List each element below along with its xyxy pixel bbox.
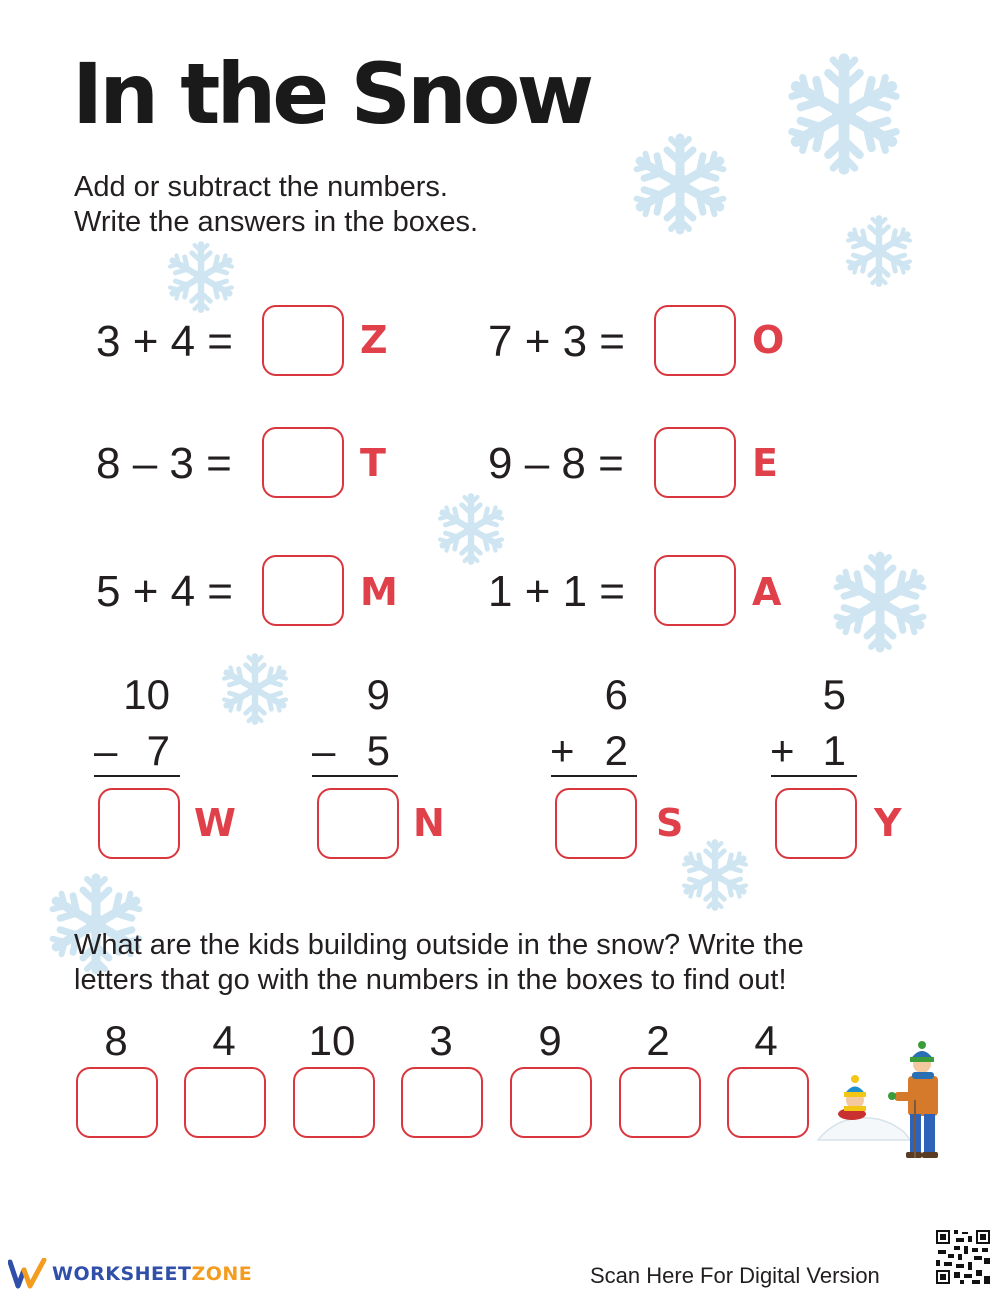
scan-instruction: Scan Here For Digital Version bbox=[590, 1263, 880, 1288]
top-number: 5 bbox=[822, 671, 846, 718]
letter-box[interactable] bbox=[727, 1067, 809, 1138]
equation: 1 + 1 = bbox=[488, 567, 626, 616]
clue-number: 4 bbox=[212, 1017, 236, 1064]
letter-box[interactable] bbox=[184, 1067, 266, 1138]
letter-box[interactable] bbox=[619, 1067, 701, 1138]
snowflake-icon bbox=[218, 652, 292, 726]
answer-box[interactable] bbox=[654, 555, 736, 626]
clue-number: 2 bbox=[646, 1017, 670, 1064]
kids-building-snowman-illustration bbox=[814, 1040, 964, 1165]
operator: + bbox=[550, 727, 575, 774]
snowflake-icon bbox=[164, 240, 238, 314]
answer-box[interactable] bbox=[98, 788, 180, 859]
clue-number: 10 bbox=[308, 1017, 356, 1064]
bottom-number: 5 bbox=[366, 727, 390, 774]
bottom-number: 1 bbox=[822, 727, 846, 774]
top-number: 6 bbox=[604, 671, 628, 718]
letter-box[interactable] bbox=[293, 1067, 375, 1138]
answer-box[interactable] bbox=[262, 555, 344, 626]
equation: 9 – 8 = bbox=[488, 439, 624, 488]
snowflake-icon bbox=[782, 52, 906, 176]
question-line-2: letters that go with the numbers in the boxes to find out! bbox=[74, 964, 787, 997]
answer-box[interactable] bbox=[775, 788, 857, 859]
equation: 5 + 4 = bbox=[96, 567, 234, 616]
sum-line bbox=[312, 775, 398, 777]
code-letter: O bbox=[752, 318, 785, 362]
brand-word-1: WORKSHEET bbox=[52, 1263, 192, 1285]
code-letter: M bbox=[360, 570, 398, 614]
letter-box[interactable] bbox=[401, 1067, 483, 1138]
operator: + bbox=[770, 727, 795, 774]
instruction-line-1: Add or subtract the numbers. bbox=[74, 171, 448, 203]
answer-box[interactable] bbox=[654, 427, 736, 498]
equation: 7 + 3 = bbox=[488, 317, 626, 366]
answer-box[interactable] bbox=[654, 305, 736, 376]
riddle-question bbox=[74, 928, 974, 999]
code-letter: S bbox=[656, 801, 684, 845]
code-letter: A bbox=[752, 570, 782, 614]
sum-line bbox=[94, 775, 180, 777]
equation: 8 – 3 = bbox=[96, 439, 232, 488]
brand-logo-text[interactable] bbox=[52, 1263, 252, 1285]
clue-number: 9 bbox=[538, 1017, 562, 1064]
snowflake-icon bbox=[678, 838, 752, 912]
instruction-line-2: Write the answers in the boxes. bbox=[74, 206, 479, 238]
operator: – bbox=[94, 727, 118, 774]
snowflake-icon bbox=[628, 132, 732, 236]
answer-box[interactable] bbox=[262, 427, 344, 498]
equation: 3 + 4 = bbox=[96, 317, 234, 366]
code-letter: N bbox=[413, 801, 445, 845]
snowflake-icon bbox=[842, 214, 916, 288]
code-letter: Z bbox=[360, 318, 388, 362]
clue-number: 8 bbox=[104, 1017, 128, 1064]
code-letter: E bbox=[752, 441, 778, 485]
question-line-1: What are the kids building outside in the snow? Write the bbox=[74, 929, 804, 961]
snowflake-icon bbox=[434, 492, 508, 566]
qr-code[interactable] bbox=[934, 1228, 992, 1286]
code-letter: Y bbox=[874, 801, 902, 845]
letter-box[interactable] bbox=[76, 1067, 158, 1138]
clue-number: 4 bbox=[754, 1017, 778, 1064]
clue-number: 3 bbox=[429, 1017, 453, 1064]
answer-box[interactable] bbox=[262, 305, 344, 376]
bottom-number: 2 bbox=[604, 727, 628, 774]
bottom-number: 7 bbox=[146, 727, 170, 774]
page-title: In the Snow bbox=[72, 45, 591, 143]
letter-box[interactable] bbox=[510, 1067, 592, 1138]
snowflake-icon bbox=[828, 550, 932, 654]
answer-box[interactable] bbox=[317, 788, 399, 859]
code-letter: T bbox=[360, 441, 386, 485]
top-number: 10 bbox=[123, 671, 170, 718]
code-letter: W bbox=[194, 801, 236, 845]
answer-box[interactable] bbox=[555, 788, 637, 859]
sum-line bbox=[771, 775, 857, 777]
worksheetzone-logo-icon bbox=[8, 1258, 48, 1290]
sum-line bbox=[551, 775, 637, 777]
operator: – bbox=[312, 727, 336, 774]
top-number: 9 bbox=[366, 671, 390, 718]
brand-word-2: ZONE bbox=[191, 1263, 253, 1285]
